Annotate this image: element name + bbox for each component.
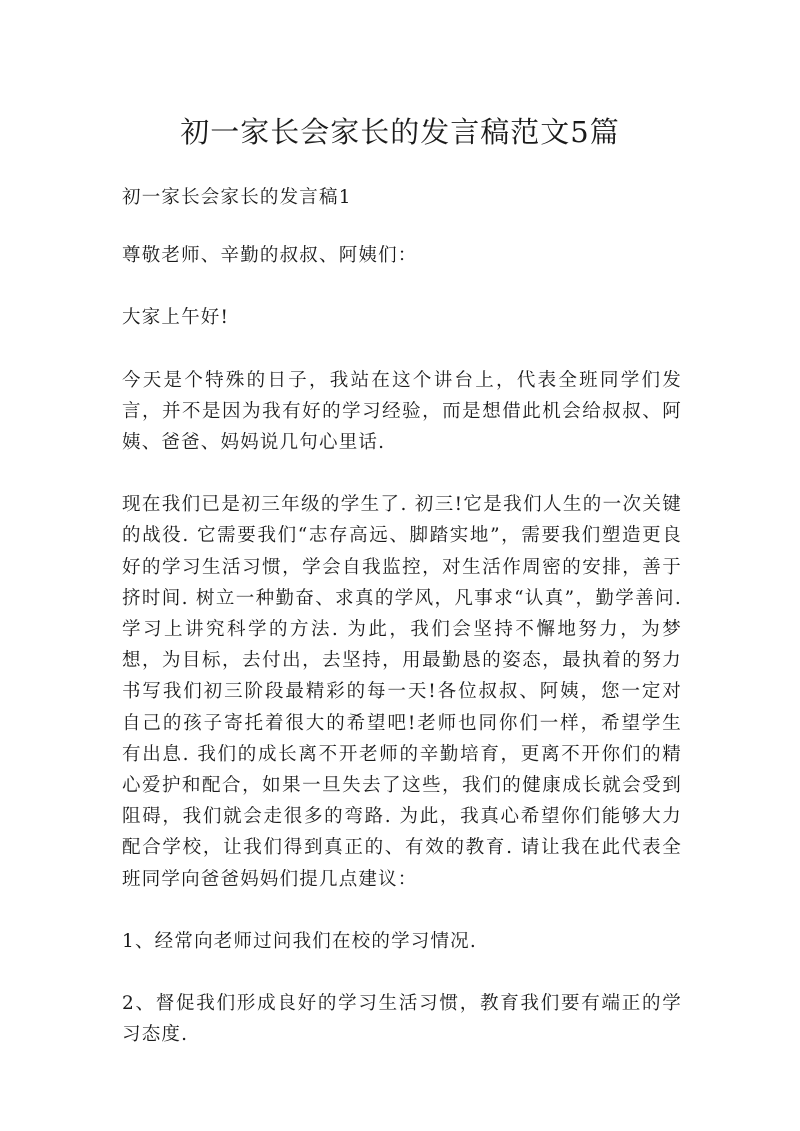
suggestion-item: 1、经常向老师过问我们在校的学习情况.	[122, 930, 477, 952]
suggestion-item: 2、督促我们形成良好的学习生活习惯，教育我们要有端正的学习态度.	[122, 993, 682, 1046]
paragraph-intro: 今天是个特殊的日子，我站在这个讲台上，代表全班同学们发言，并不是因为我有好的学习经验，而是想借此机会给叔叔、阿姨、爸爸、妈妈说几句心里话.	[122, 369, 682, 454]
document-title: 初一家长会家长的发言稿范文5篇	[180, 115, 620, 149]
salutation: 尊敬老师、辛勤的叔叔、阿姨们：	[122, 245, 418, 267]
document-body	[122, 182, 682, 1081]
section-heading: 初一家长会家长的发言稿1	[122, 187, 352, 208]
paragraph-main: 现在我们已是初三年级的学生了. 初三!它是我们人生的一次关键的战役. 它需要我们“志存高远、脚踏实地”，需要我们塑造更良好的学习生活习惯，学会自我监控，对生活作周密的安排，善于挤时间. 树立一种勤奋、求真的学风，凡事求“认真”，勤学善问. 学习上讲究科学的方法. 为此，我们会坚持不懈地努力，为梦想，为目标，去付出，去坚持，用最勤恳的姿态，最执着的努力书写我们初三阶段最精彩的每一天!各位叔叔、阿姨，您一定对自己的孩子寄托着很大的希望吧!老师也同你们一样，希望学生有出息. 我们的成长离不开老师的辛勤培育，更离不开你们的精心爱护和配合，如果一旦失去了这些，我们的健康成长就会受到阻碍，我们就会走很多的弯路. 为此，我真心希望你们能够大力配合学校，让我们得到真正的、有效的教育. 请让我在此代表全班同学向爸爸妈妈们提几点建议：	[122, 494, 682, 890]
greeting: 大家上午好!	[122, 307, 230, 329]
